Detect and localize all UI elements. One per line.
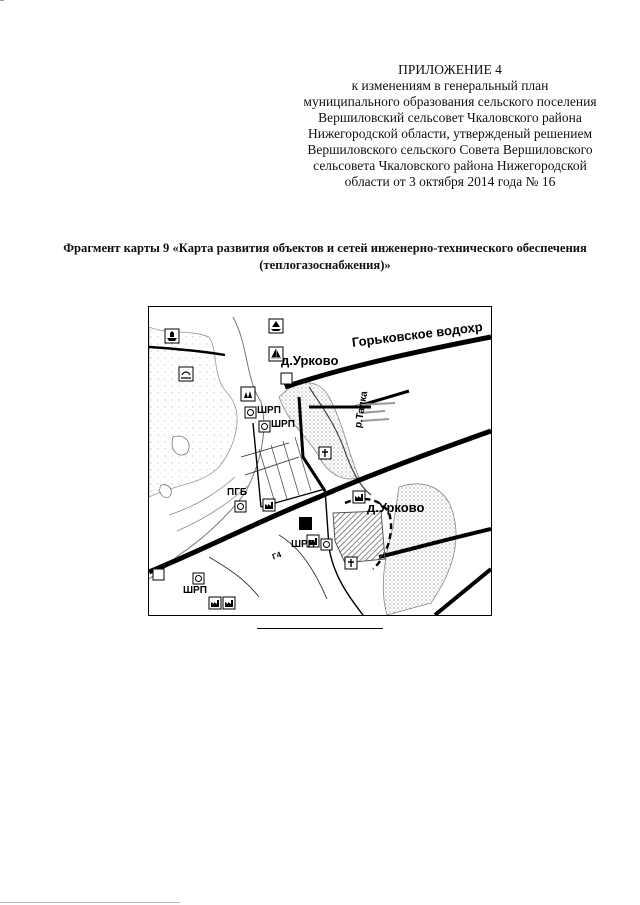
village-label-north: д.Урково xyxy=(281,353,339,368)
shrp-label: ШРП xyxy=(291,539,315,550)
appendix-line: ПРИЛОЖЕНИЕ 4 xyxy=(398,62,502,77)
river-label: р.Талка xyxy=(353,390,371,429)
map-fragment xyxy=(148,306,492,616)
scan-edge-mark xyxy=(0,902,180,903)
footnote-rule xyxy=(257,628,383,629)
forest-icon xyxy=(241,387,255,401)
appendix-line: Вершиловский сельсовет Чкаловского района xyxy=(318,110,582,125)
gas-flame-icon xyxy=(193,573,204,584)
forest-area xyxy=(149,327,237,497)
factory-icon xyxy=(263,499,275,511)
appendix-line: Вершиловского сельского Совета Вершиловского xyxy=(307,142,593,157)
fragment-title-line: Фрагмент карты 9 «Карта развития объектов и сетей инженерно-технического обеспечения xyxy=(63,241,587,255)
road-mark-label: Г4 xyxy=(271,549,283,562)
appendix-line: муниципального образования сельского поселения xyxy=(303,94,597,109)
appendix-line: области от 3 октября 2014 года № 16 xyxy=(344,174,556,189)
pgb-label: ПГБ xyxy=(227,487,248,498)
village-label-south: д.Урково xyxy=(367,500,425,515)
boiler-house xyxy=(299,517,312,530)
fragment-title-line: (теплогазоснабжения)» xyxy=(259,258,391,272)
factory-icon xyxy=(353,491,365,503)
square-marker-icon xyxy=(153,569,164,580)
gas-flame-icon xyxy=(235,501,246,512)
appendix-line: к изменениям в генеральный план xyxy=(351,78,549,93)
gas-flame-icon xyxy=(321,539,332,550)
fragment-title xyxy=(30,240,620,274)
appendix-line: сельсовета Чкаловского района Нижегородской xyxy=(313,158,587,173)
shrp-label: ШРП xyxy=(183,585,207,596)
factory-icon xyxy=(209,597,221,609)
marsh-area xyxy=(279,383,359,479)
gas-flame-icon xyxy=(259,421,270,432)
boat-landing-icon xyxy=(269,319,283,333)
shrp-label: ШРП xyxy=(257,405,281,416)
resort-icon xyxy=(179,367,193,381)
appendix-line: Нижегородской области, утвержденый решением xyxy=(307,126,593,141)
shrp-label: ШРП xyxy=(271,419,295,430)
reservoir-label: Горьковское водохр xyxy=(351,318,484,350)
scan-edge-mark xyxy=(0,0,4,1)
factory-icon xyxy=(223,597,235,609)
church-icon xyxy=(319,447,331,459)
appendix-header xyxy=(290,62,610,190)
gasified-settlement xyxy=(333,511,385,563)
church-icon xyxy=(345,557,357,569)
square-marker-icon xyxy=(281,373,292,384)
ferry-icon xyxy=(165,329,179,343)
gas-flame-icon xyxy=(245,407,256,418)
